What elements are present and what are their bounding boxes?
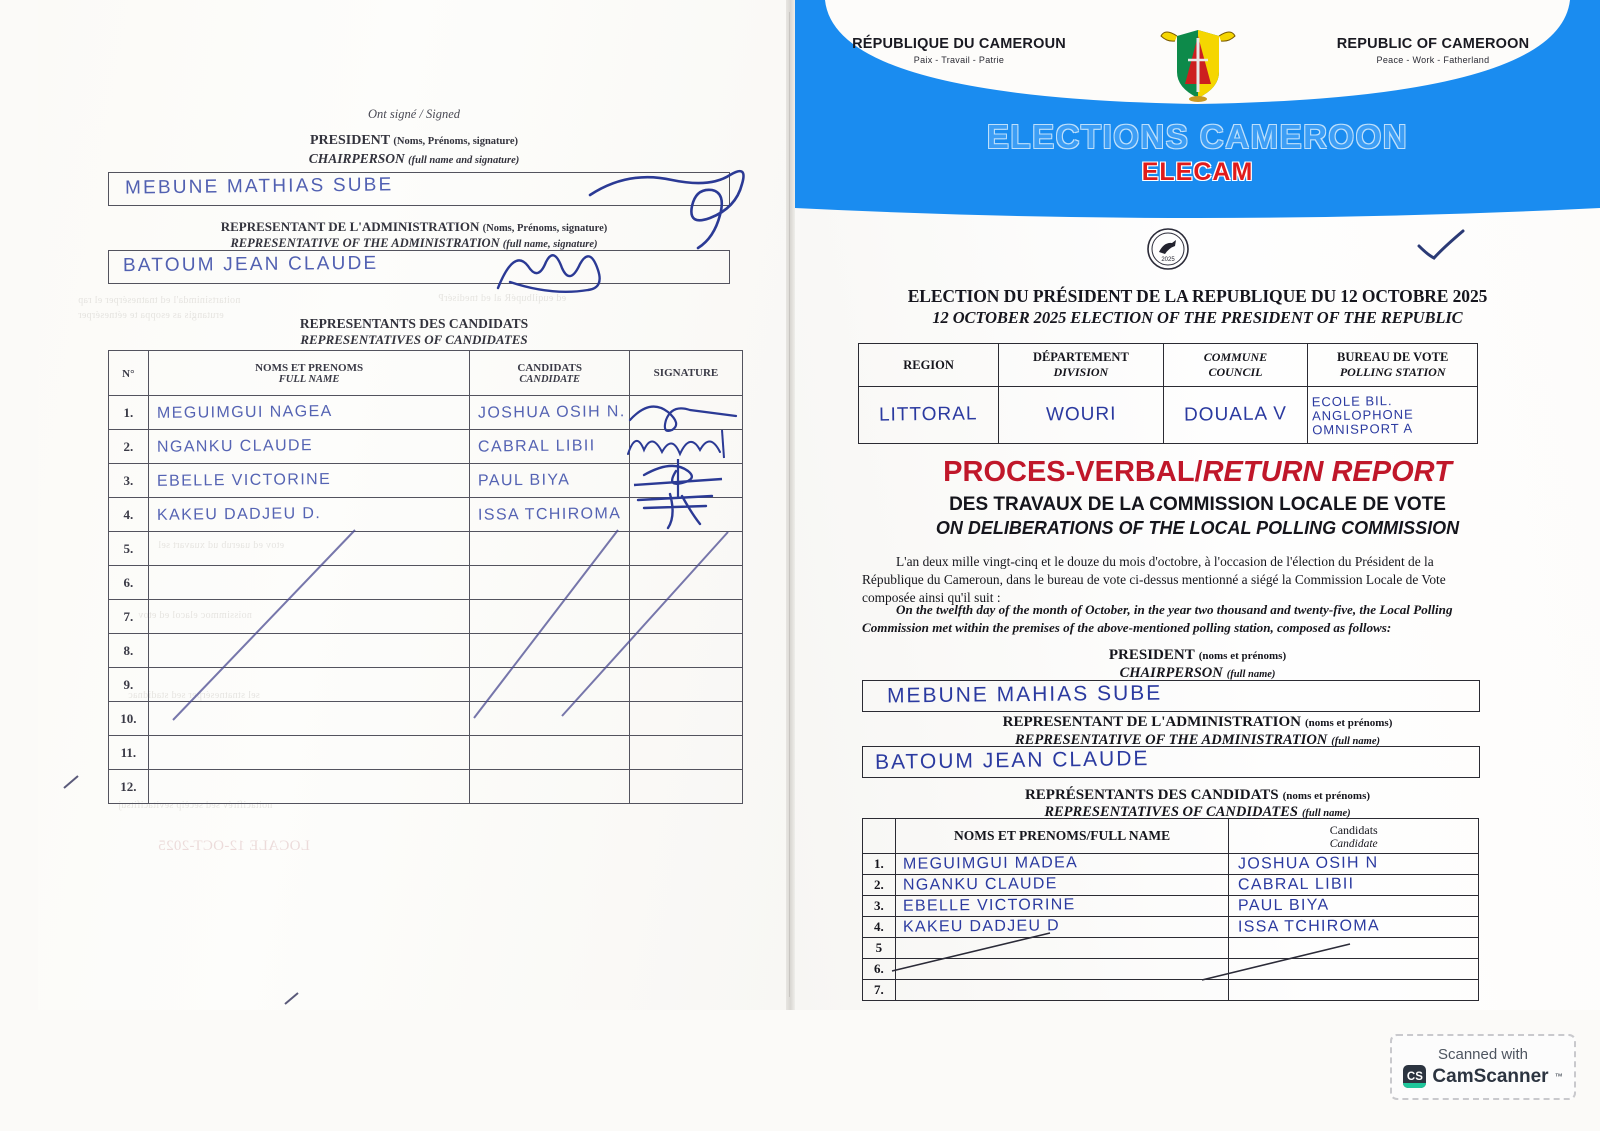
left-admin-name-value: BATOUM JEAN CLAUDE bbox=[122, 252, 379, 277]
left-table-header-row bbox=[109, 351, 743, 396]
left-signature-cell[interactable] bbox=[629, 532, 742, 566]
cand-candidate-cell[interactable]: ISSA TCHIROMA bbox=[1229, 917, 1479, 938]
cand-header-candidate: Candidats Candidate bbox=[1229, 819, 1479, 854]
camscanner-logo-icon: CS bbox=[1403, 1065, 1426, 1088]
left-signature-cell[interactable] bbox=[629, 396, 742, 430]
left-signature-cell[interactable] bbox=[629, 770, 742, 804]
left-president-name-value: MEBUNE MATHIAS SUBE bbox=[124, 174, 394, 199]
country-header-english bbox=[1303, 36, 1563, 65]
table-row: 3. EBELLE VICTORINE PAUL BIYA bbox=[863, 896, 1479, 917]
cand-candidate-cell[interactable]: PAUL BIYA bbox=[1229, 896, 1479, 917]
admin-rep-name-value: BATOUM JEAN CLAUDE bbox=[874, 747, 1150, 774]
table-row: 6. bbox=[109, 566, 743, 600]
watermark-brand bbox=[1403, 1065, 1562, 1088]
left-candidate-cell[interactable] bbox=[470, 634, 629, 668]
candidate-representatives-table bbox=[862, 818, 1479, 1001]
cand-candidate-cell[interactable]: CABRAL LIBII bbox=[1229, 875, 1479, 896]
left-president-label-french: PRESIDENT (Noms, Prénoms, signature) bbox=[309, 133, 519, 148]
table-row: 1. MEGUIMGUI NAGEA JOSHUA OSIH N. bbox=[109, 396, 743, 430]
left-signature-cell[interactable] bbox=[629, 566, 742, 600]
left-admin-label-french: REPRESENTANT DE L'ADMINISTRATION (Noms, Prénoms, signature) bbox=[220, 219, 608, 234]
cand-candidate-cell[interactable] bbox=[1229, 959, 1479, 980]
pv-subtitle-french: DES TRAVAUX DE LA COMMISSION LOCALE DE VOTE bbox=[949, 494, 1446, 515]
admin-rep-label-french: REPRESENTANT DE L'ADMINISTRATION (noms et prénoms) bbox=[1002, 714, 1393, 730]
country-motto-fr: Paix - Travail - Patrie bbox=[913, 55, 1005, 65]
left-reps-label-french: REPRESENTANTS DES CANDIDATS bbox=[299, 316, 529, 331]
left-candidate-cell[interactable] bbox=[470, 736, 629, 770]
left-header-signature: SIGNATURE bbox=[629, 351, 742, 396]
header-division: DÉPARTEMENT DIVISION bbox=[999, 344, 1164, 387]
cand-candidate-cell[interactable] bbox=[1229, 938, 1479, 959]
table-row: 10. bbox=[109, 702, 743, 736]
left-name-cell[interactable] bbox=[148, 736, 470, 770]
value-division: WOURI bbox=[999, 387, 1164, 444]
left-header-num: N° bbox=[109, 351, 149, 396]
header-council: COMMUNE COUNCIL bbox=[1163, 344, 1308, 387]
cand-table-header-row bbox=[863, 819, 1479, 854]
left-name-cell[interactable]: NGANKU CLAUDE bbox=[148, 430, 470, 464]
header-region: REGION bbox=[859, 344, 999, 387]
candidate-reps-label-french: REPRÉSENTANTS DES CANDIDATS (noms et prénoms) bbox=[1024, 787, 1371, 803]
left-name-cell[interactable]: MEGUIMGUI NAGEA bbox=[148, 396, 470, 430]
left-signature-cell[interactable] bbox=[629, 634, 742, 668]
left-candidate-cell[interactable] bbox=[470, 702, 629, 736]
president-label-english: CHAIRPERSON (full name) bbox=[1119, 665, 1276, 681]
cand-candidate-cell[interactable] bbox=[1229, 980, 1479, 1001]
left-name-cell[interactable] bbox=[148, 566, 470, 600]
left-signature-cell[interactable] bbox=[629, 430, 742, 464]
cand-header-name: NOMS ET PRENOMS/FULL NAME bbox=[895, 819, 1229, 854]
left-name-cell[interactable] bbox=[148, 668, 470, 702]
organization-abbreviation: ELECAM bbox=[1141, 158, 1254, 186]
left-candidate-cell[interactable] bbox=[470, 532, 629, 566]
table-row: 4. KAKEU DADJEU D. ISSA TCHIROMA bbox=[109, 498, 743, 532]
admin-rep-label-english: REPRESENTATIVE OF THE ADMINISTRATION (full name) bbox=[1015, 732, 1380, 748]
elecam-banner bbox=[795, 0, 1600, 218]
left-president-label-english: CHAIRPERSON (full name and signature) bbox=[308, 151, 520, 166]
president-name-field[interactable] bbox=[862, 680, 1480, 712]
preamble-paragraph-french: L'an deux mille vingt-cinq et le douze du mois d'octobre, à l'occasion de l'élection du Président de la République du Cameroun, dans le bureau de vote ci-dessus mentionné a siégé la Commission Locale de Vote composée ainsi qu'il suit : bbox=[862, 554, 1446, 605]
left-candidate-representatives-table bbox=[108, 350, 743, 804]
left-name-cell[interactable] bbox=[148, 532, 470, 566]
cand-name-cell[interactable] bbox=[895, 959, 1229, 980]
table-row: 7. bbox=[109, 600, 743, 634]
left-candidate-cell[interactable]: PAUL BIYA bbox=[470, 464, 629, 498]
election-title-english: 12 OCTOBER 2025 ELECTION OF THE PRESIDENT OF THE REPUBLIC bbox=[932, 308, 1463, 327]
candidate-reps-label-english: REPRESENTATIVES OF CANDIDATES (full name) bbox=[1044, 804, 1351, 820]
table-row: 3. EBELLE VICTORINE PAUL BIYA bbox=[109, 464, 743, 498]
cand-name-cell[interactable]: NGANKU CLAUDE bbox=[895, 875, 1229, 896]
value-polling-station: ECOLE BIL. ANGLOPHONE OMNISPORT A bbox=[1308, 387, 1478, 444]
table-row: 5 bbox=[863, 938, 1479, 959]
left-name-cell[interactable] bbox=[148, 702, 470, 736]
country-name-en: REPUBLIC OF CAMEROON bbox=[1336, 36, 1530, 52]
value-council: DOUALA V bbox=[1163, 387, 1308, 444]
table-row: 5. bbox=[109, 532, 743, 566]
left-signature-cell[interactable] bbox=[629, 668, 742, 702]
left-candidate-cell[interactable]: JOSHUA OSIH N. bbox=[470, 396, 629, 430]
left-name-cell[interactable]: KAKEU DADJEU D. bbox=[148, 498, 470, 532]
admin-rep-name-field[interactable] bbox=[862, 746, 1480, 778]
table-row: 2. NGANKU CLAUDE CABRAL LIBII bbox=[109, 430, 743, 464]
pv-title-fr: PROCES-VERBAL/ bbox=[943, 456, 1203, 488]
left-signature-cell[interactable] bbox=[629, 600, 742, 634]
left-name-cell[interactable] bbox=[148, 634, 470, 668]
cand-candidate-cell[interactable]: JOSHUA OSIH N bbox=[1229, 854, 1479, 875]
organization-title: ELECTIONS CAMEROON bbox=[986, 118, 1409, 155]
official-seal-stamp-icon bbox=[1145, 226, 1191, 272]
cameroon-coat-of-arms-icon bbox=[1157, 22, 1239, 104]
left-signature-cell[interactable] bbox=[629, 702, 742, 736]
left-name-cell[interactable] bbox=[148, 770, 470, 804]
region-table-value-row bbox=[859, 387, 1478, 444]
left-candidate-cell[interactable]: CABRAL LIBII bbox=[470, 430, 629, 464]
left-signature-cell[interactable] bbox=[629, 464, 742, 498]
president-label-french: PRESIDENT (noms et prénoms) bbox=[1108, 647, 1287, 663]
signed-label: Ont signé / Signed bbox=[367, 107, 460, 121]
pv-title-en: RETURN REPORT bbox=[1202, 456, 1452, 488]
left-header-candidate: CANDIDATS CANDIDATE bbox=[470, 351, 629, 396]
left-candidate-cell[interactable] bbox=[470, 566, 629, 600]
left-reps-label-english: REPRESENTATIVES OF CANDIDATES bbox=[300, 332, 528, 347]
cand-header-num bbox=[863, 819, 896, 854]
table-row: 11. bbox=[109, 736, 743, 770]
svg-text:2025: 2025 bbox=[1161, 257, 1175, 263]
president-name-value: MEBUNE MAHIAS SUBE bbox=[886, 681, 1163, 708]
left-header-name: NOMS ET PRENOMS FULL NAME bbox=[148, 351, 470, 396]
watermark-line1: Scanned with bbox=[1437, 1046, 1529, 1063]
preamble-paragraph-english: On the twelfth day of the month of October, in the year two thousand and twenty-five, the Local Polling Commission met within the premises of the above-mentioned polling station, composed as follows: bbox=[862, 602, 1453, 635]
left-signature-cell[interactable] bbox=[629, 736, 742, 770]
table-row: 12. bbox=[109, 770, 743, 804]
left-admin-label-english: REPRESENTATIVE OF THE ADMINISTRATION (full name, signature) bbox=[230, 236, 598, 250]
cand-name-cell[interactable]: MEGUIMGUI MADEA bbox=[895, 854, 1229, 875]
left-president-signature-field[interactable] bbox=[108, 172, 730, 206]
left-name-cell[interactable] bbox=[148, 600, 470, 634]
polling-location-table bbox=[858, 343, 1478, 444]
country-header-french bbox=[829, 36, 1089, 65]
left-candidate-cell[interactable] bbox=[470, 600, 629, 634]
left-page: noitartsinimda'l ed tnatnesérper el rap erutangis as esoppa te eétnesérper ed euqilbupéR al ed tnedisérP etov ed uaerub ud xuavart sel noissimmoc elacol ed etov sel stnatnesérper sed stadidnac noitacifirév sed secèip sevitacifitsuj LOCALE 12-OCT-2025 bbox=[38, 0, 790, 1010]
table-row: 7. bbox=[863, 980, 1479, 1001]
watermark-line2: CamScanner bbox=[1432, 1065, 1549, 1087]
table-row: 1. MEGUIMGUI MADEA JOSHUA OSIH N bbox=[863, 854, 1479, 875]
table-row: 4. KAKEU DADJEU D ISSA TCHIROMA bbox=[863, 917, 1479, 938]
region-table-header-row bbox=[859, 344, 1478, 387]
cand-name-cell[interactable]: EBELLE VICTORINE bbox=[895, 896, 1229, 917]
table-row: 9. bbox=[109, 668, 743, 702]
left-candidate-cell[interactable] bbox=[470, 668, 629, 702]
table-row: 8. bbox=[109, 634, 743, 668]
left-name-cell[interactable]: EBELLE VICTORINE bbox=[148, 464, 470, 498]
table-row: 2. NGANKU CLAUDE CABRAL LIBII bbox=[863, 875, 1479, 896]
left-signature-cell[interactable] bbox=[629, 498, 742, 532]
value-region: LITTORAL bbox=[859, 387, 999, 444]
cand-name-cell[interactable] bbox=[895, 938, 1229, 959]
left-candidate-cell[interactable]: ISSA TCHIROMA bbox=[470, 498, 629, 532]
election-title-french: ELECTION DU PRÉSIDENT DE LA REPUBLIQUE DU 12 OCTOBRE 2025 bbox=[907, 286, 1488, 306]
header-polling-station: BUREAU DE VOTE POLLING STATION bbox=[1308, 344, 1478, 387]
camscanner-watermark bbox=[1390, 1034, 1576, 1100]
left-admin-signature-field[interactable] bbox=[108, 250, 730, 284]
watermark-trademark: ™ bbox=[1554, 1072, 1563, 1081]
pv-subtitle-english: ON DELIBERATIONS OF THE LOCAL POLLING COMMISSION bbox=[935, 518, 1460, 538]
table-row: 6. bbox=[863, 959, 1479, 980]
country-motto-en: Peace - Work - Fatherland bbox=[1376, 55, 1490, 65]
return-report-title bbox=[795, 456, 1600, 489]
country-name-fr: RÉPUBLIQUE DU CAMEROUN bbox=[852, 36, 1066, 52]
left-candidate-cell[interactable] bbox=[470, 770, 629, 804]
cand-name-cell[interactable] bbox=[895, 980, 1229, 1001]
cand-name-cell[interactable]: KAKEU DADJEU D bbox=[895, 917, 1229, 938]
